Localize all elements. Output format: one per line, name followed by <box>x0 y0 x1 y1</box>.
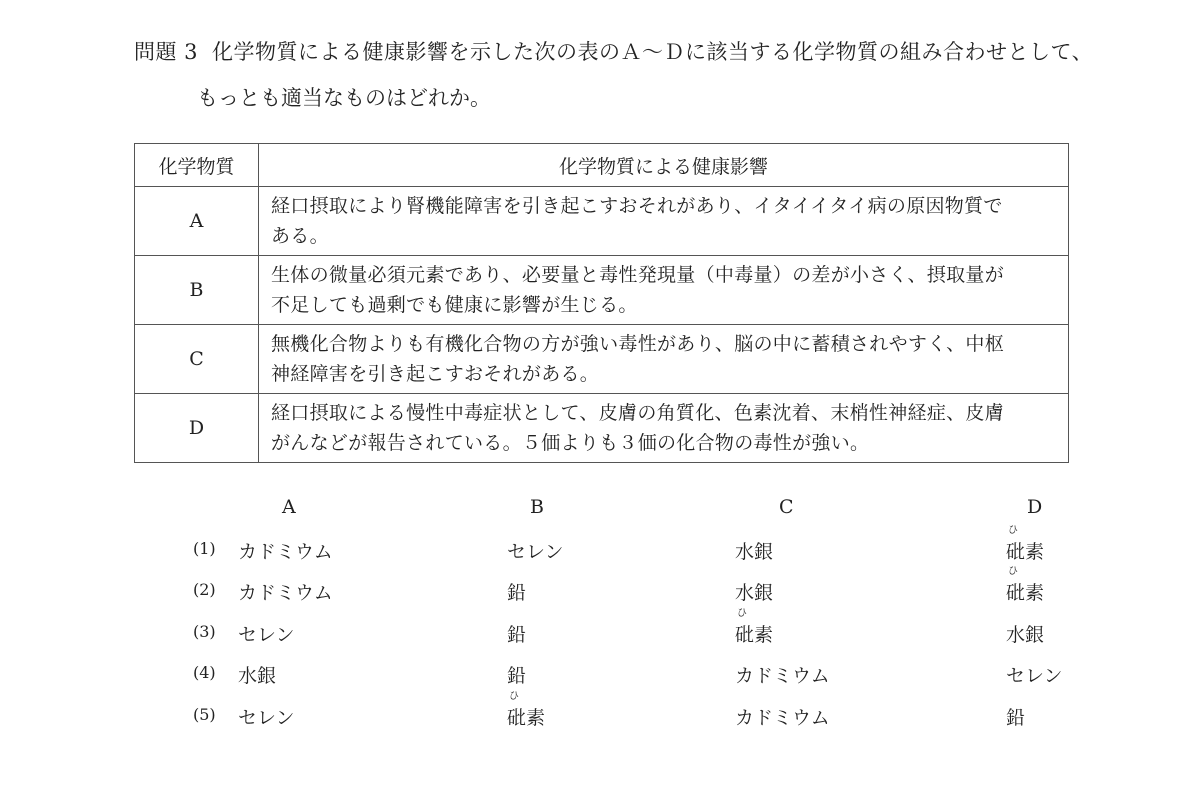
choice-number[interactable]: (5) <box>193 705 216 724</box>
choice-d: ひ 砒素 <box>1006 578 1044 605</box>
table-row <box>135 394 1069 463</box>
ruby-hi: ひ <box>1008 525 1018 536</box>
choice-number[interactable]: (3) <box>193 622 216 641</box>
row-label: C <box>135 325 259 394</box>
choices-header-b: B <box>530 496 544 518</box>
table-row <box>135 325 1069 394</box>
choice-number[interactable]: (1) <box>193 539 216 558</box>
ruby-hi: ひ <box>737 608 747 619</box>
question-label: 問題 3 <box>134 40 199 64</box>
ruby-hi: ひ <box>509 691 519 702</box>
choice-c: ひ 砒素 <box>735 620 773 647</box>
question-text-line2: もっとも適当なものはどれか。 <box>197 86 491 110</box>
header-effects: 化学物質による健康影響 <box>259 144 1069 187</box>
table-row <box>135 187 1069 256</box>
choice-c: 水銀 <box>735 541 774 563</box>
choice-d: 鉛 <box>1006 707 1026 729</box>
table-row <box>135 256 1069 325</box>
choice-number[interactable]: (2) <box>193 580 216 599</box>
header-chemical: 化学物質 <box>135 144 259 187</box>
row-effect: 経口摂取により腎機能障害を引き起こすおそれがあり、イタイイタイ病の原因物質で ある。 <box>259 187 1069 256</box>
table-header-row <box>135 144 1069 187</box>
row-effect: 生体の微量必須元素であり、必要量と毒性発現量（中毒量）の差が小さく、摂取量が 不足しても過剰でも健康に影響が生じる。 <box>259 256 1069 325</box>
choice-c: 水銀 <box>735 582 774 604</box>
choices-header-a: A <box>282 496 296 518</box>
choice-b: 鉛 <box>507 582 527 604</box>
choice-a: セレン <box>238 707 295 729</box>
choice-a: カドミウム <box>238 541 333 563</box>
choice-a: カドミウム <box>238 582 333 604</box>
choice-c: カドミウム <box>735 665 830 687</box>
choice-number[interactable]: (4) <box>193 663 216 682</box>
choice-b: 鉛 <box>507 624 527 646</box>
choice-b: 鉛 <box>507 665 527 687</box>
choice-c: カドミウム <box>735 707 830 729</box>
choice-b: ひ 砒素 <box>507 703 545 730</box>
row-label: A <box>135 187 259 256</box>
row-effect: 経口摂取による慢性中毒症状として、皮膚の角質化、色素沈着、末梢性神経症、皮膚 がんなどが報告されている。５価よりも３価の化合物の毒性が強い。 <box>259 394 1069 463</box>
choice-a: セレン <box>238 624 295 646</box>
question-text-line1 <box>134 36 1093 66</box>
chemical-effects-table <box>134 143 1069 463</box>
choice-d: 水銀 <box>1006 624 1045 646</box>
choice-b: セレン <box>507 541 564 563</box>
row-effect: 無機化合物よりも有機化合物の方が強い毒性があり、脳の中に蓄積されやすく、中枢 神経障害を引き起こすおそれがある。 <box>259 325 1069 394</box>
choice-d: セレン <box>1006 665 1063 687</box>
choices-header-d: D <box>1027 496 1043 518</box>
choices-header-c: C <box>779 496 794 518</box>
choice-a: 水銀 <box>238 665 277 687</box>
ruby-hi: ひ <box>1008 566 1018 577</box>
row-label: B <box>135 256 259 325</box>
question-stem: 化学物質による健康影響を示した次の表のＡ～Ｄに該当する化学物質の組み合わせとして、 <box>212 40 1094 64</box>
choice-d: ひ 砒素 <box>1006 537 1044 564</box>
row-label: D <box>135 394 259 463</box>
